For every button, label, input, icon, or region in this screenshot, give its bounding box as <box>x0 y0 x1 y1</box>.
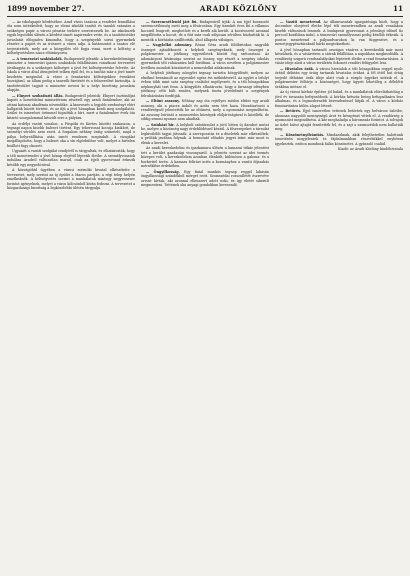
article-text: Az új városi kórház építése jól halad, és a munkálatok előreláthatólag a jövő év tavaszán befejeződnek. A kórház kétszáz beteg befogadására lesz alkalmas, és a legmodernebb berendezéssel látják el. A város a kórház fenntartására külön alapot létesít. <box>275 90 403 108</box>
article-text: A jövő hónapban tartandó országos vásárra a kereskedők már most készülnek, és a vásártéren a sátrak felállítása a napokban megkezdődik. A rendőrség szigorú rendszabályokat léptetett életbe a rend fenntartására. A vásár ideje alatt a város területén fokozott rendőri felügyelet lesz. <box>275 47 403 66</box>
columns <box>7 20 403 576</box>
article-paragraph <box>141 43 269 70</box>
article-lead: — A temesvári szakiskolák. <box>12 56 63 61</box>
article-text: A közvágóhíd ügyében a városi mérnöki hivatal elkészítette a tervezetet, mely szerint az új épület a Maros partján, a régi telep helyén emelkednék. A költségvetés szerint a munkálatok mintegy negyvenezer forintot igényelnek, melyet a város kölcsönből kíván fedezni. A tervezetet a közgazdasági bizottság a legközelebbi ülésén tárgyalja. <box>7 168 135 191</box>
article-paragraph <box>7 122 135 149</box>
page-header <box>7 4 403 17</box>
article-text: Az államvasutak igazgatósága közli, hogy a december elsejével életbe lépő téli menetrendben az aradi vonalakon kisebb változások lesznek. A budapesti gyorsvonat a jelenlegi időnél tíz perccel korábban indul, a temesvári személyvonat pedig később érkezik. A pontos menetrend a pályaudvarokon ki van függesztve, és a menetjegypénztáraknál bárki megtekintheti. <box>275 20 403 47</box>
article-paragraph <box>275 20 403 47</box>
article-text: Éjjel ismeretlen tettesek betörtek egy belvárosi üzletbe, ahonnan nagyobb mennyiségű árut és készpénzt vittek el. A rendőrség a nyomozást megindította. A kár meghaladja a háromszáz forintot. A tolvajok az üzlet hátsó ajtaját feszítették fel, és a zajt a szomszédok nem hallották meg. <box>275 109 403 132</box>
article-lead: — Köszönetnyilvánítás. <box>280 132 325 137</box>
article-paragraph <box>141 146 269 168</box>
article-text: Mindazoknak, akik felejthetetlen halottunk temetésén megjelentek és fájdalmunkban részvétükkel enyhíteni igyekeztek, ezúton mondunk hálás köszönetet. A gyászoló család. <box>275 132 403 146</box>
article-paragraph <box>7 94 135 121</box>
article-lead: — Vasúti menetrend. <box>280 20 322 24</box>
article-lead: — Betörés. <box>280 109 302 114</box>
article-paragraph <box>7 168 135 190</box>
article-paragraph <box>141 71 269 98</box>
article-text: Egy fiatal munkás tegnap reggel lakásán öngyilkossági szándékból mérget ivott. Szomszédai rosszullétét észrevéve orvost hívtak, aki azonnal ellenszert adott neki, és így életét sikerült megmenteni. Tettének oka anyagi gondokban keresendő. <box>141 169 269 187</box>
article-paragraph <box>275 67 403 89</box>
article-text: A helybeli jótékony nőegylet tegnap tartotta közgyűlését, melyen az elnöknő beszámolt az egyesület egész évi működéséről. Az egylet a lefolyt évben több mint száz szegény családot segélyezett, és a téli hónapokban népkonyhát tart fenn. A közgyűlés elhatározta, hogy a farsangi idényben jótékony célú bált rendez, melynek tiszta jövedelmét a szegények felruházására fordítják. <box>141 71 269 98</box>
article-lead: — Nagylelkű adomány. <box>146 43 193 48</box>
article-lead: — Elnyert szobatiszti állás. <box>12 93 64 98</box>
article-text: Az erdélyi vasúti vonalon, a Püspöki és Kertes közötti szakaszon, a tegnapi napon kisebb baleset történt. Egy tehervonat kocsija kisiklott, de személyi sérülés nem esett. A forgalom néhány óráig szünetelt, majd a pálya helyreállítása után ismét rendesen megindult. A vizsgálat megállapította, hogy a baleset oka a sín elgörbülése volt, melyet a hirtelen beállott fagy okozott. <box>7 121 135 148</box>
issue-date: 1899 november 27. <box>7 4 85 13</box>
article-lead: — Eltűnt asszony. <box>146 99 180 104</box>
column-2 <box>141 20 269 576</box>
article-text: Néhány nap óta rejtélyes módon eltűnt egy aradi asszony, aki a piacra indult és azóta nem tért haza. Hozzátartozói a rendőrségnél jelentették be az eltűnést, mely a nyomozást megindította. Az asszony leírását a szomszédos községek elöljáróságával is közölték, de eddig semmi nyomra nem akadtak. <box>141 99 269 122</box>
article-paragraph <box>141 99 269 121</box>
column-3 <box>275 20 403 576</box>
article-text: A helybeli színtársulat a jövő héten új darabot mutat be, melyre a közönség nagy érdeklődéssel készül. A főszerepeket a társulat legkiválóbb tagjai játsszák. A szereposztás és a díszletek már elkészültek, a próbák javában folynak. A bemutató előadás jegyei iránt már most is élénk a kereslet. <box>141 122 269 145</box>
article-lead: — Öngyilkosság. <box>146 169 180 174</box>
column-1 <box>7 20 135 576</box>
article-text: Rónai Géza aradi földbirtokos nagyobb összeget ajándékozott a helybeli szegényeknek, mely összeget a polgármester a jótékony egyesületek között fog szétosztani. Az adományozó kívánsága szerint az összeg egy részét a szegény iskolás gyermekek téli ruházatára kell fordítani. A város nevében a polgármester levélben mondott köszönetet a nemeslelkű adakozónak. <box>141 43 269 70</box>
article-text: Az aradi kereskedelmi és iparkamara ülésén a kamarai titkár jelentést tett a kerület gazdasági viszonyairól. A jelentés szerint az idei termés közepes volt, a kereskedelem azonban élénkült, különösen a gabona- és a borkivitel terén. A kamara felírást intéz a kormányhoz a vasúti díjszabás mérséklése érdekében. <box>141 146 269 168</box>
article-lead: — Hivatalos órák. <box>280 66 314 71</box>
article-lead: — Szerencsétlenül járt fiú. <box>146 20 198 24</box>
article-paragraph <box>141 170 269 188</box>
article-text: Budapestről jelentik: Elnyert ösztöndíjat kapott a honvédelmi minisztérium részéről egy aradi fiatalember, aki az ottani katonai akadémia növendéke. A kinevezés a legjobb eredményt elért hallgatók között történt, és az ifjú a jövő hónapban kezdi meg szolgálatát. Szülei és ismerősei örömmel fogadták a hírt, mert a fiatalember évek óta kitartó szorgalommal készült erre a pályára. <box>7 93 135 120</box>
article-paragraph <box>7 149 135 167</box>
article-paragraph <box>141 123 269 145</box>
page-number: 11 <box>392 4 403 13</box>
article-paragraph <box>275 48 403 66</box>
article-paragraph <box>275 90 403 108</box>
article-paragraph <box>275 109 403 131</box>
article-text: A városi hivatalok a téli hónapokban reggel nyolc órától délután egy óráig tartanak hivatalos órákat. A fél öttől hat óráig terjedő délutáni órák ideje alatt csak a sürgős ügyeket intézik el. A polgármester felhívja a közönséget, hogy ügyeit lehetőleg a délelőtti órákban intézze el. <box>275 66 403 89</box>
article-paragraph <box>7 20 135 56</box>
article-paragraph <box>275 133 403 146</box>
page-footer: Kiadó: az Aradi Közlöny kiadóhivatala <box>337 147 403 152</box>
article-text: Budapestről írják: A ma éjjel borzasztó szerencsétlenség esett meg a fővárosban. Egy tizenkét éves fiú a villamos kocsiról leugrott, megbotlott és a kerék alá került. A kocsivezető azonnal megállította a kocsit, de a fiút már csak súlyosan sérülten húzhatták ki. A mentők a kórházba szállították, ahol állapota válságos. <box>141 20 269 42</box>
article-paragraph <box>141 20 269 42</box>
article-text: Ugyanitt a vasúti szolgálat rendjéről is tárgyaltak, és elhatározták, hogy a téli menetrendet a jövő hónap elejétől léptetik életbe. A személyvonatok indulása Aradról változatlan marad, csak az éjjeli gyorsvonat érkezik később egy negyedórával. <box>7 149 135 167</box>
article-text: Budapestről jelentik: A kereskedelemügyi miniszter a temesvári iparos szakiskola felállítására vonatkozó tervezetet jóváhagyta és a szükséges költséget a jövő évi költségvetésbe felvette. Az iskola a város által átengedett telken épül fel, és a tanítás már a jövő tanév kezdetén megindul. A város a fenntartási költségekhez évenként hozzájárul, az állam pedig a tanerők fizetését és a felszerelést biztosítja. A tanítótestület tagjait a miniszter nevezi ki a helyi bizottság javaslata alapján. <box>7 56 135 92</box>
article-text: — Az iskolapapír kérdéséhez. Arad város tanácsa a rendelet fennállása óta nem intézkedett, hogy az elemi iskolák tanítói és tanulói számára a szükséges papír a városi pénztár terhére szereztessék be. Az iskolaszék egyik legutóbbi ülésén a kérdést ismét napirendre vette, és a tanítótestület javaslatát elfogadva kimondta, hogy a szegényebb sorsú gyermekek részére a papírt és az írószert a város adja. A határozatot a tanács elé terjesztették, mely azt a közgyűlés elé fogja vinni, mert a költség a költségvetésben nincs előirányozva. <box>7 20 135 56</box>
article-lead: — Színházi hír. <box>146 122 175 127</box>
article-paragraph <box>7 57 135 93</box>
newspaper-title: ARADI KÖZLÖNY <box>199 4 278 13</box>
